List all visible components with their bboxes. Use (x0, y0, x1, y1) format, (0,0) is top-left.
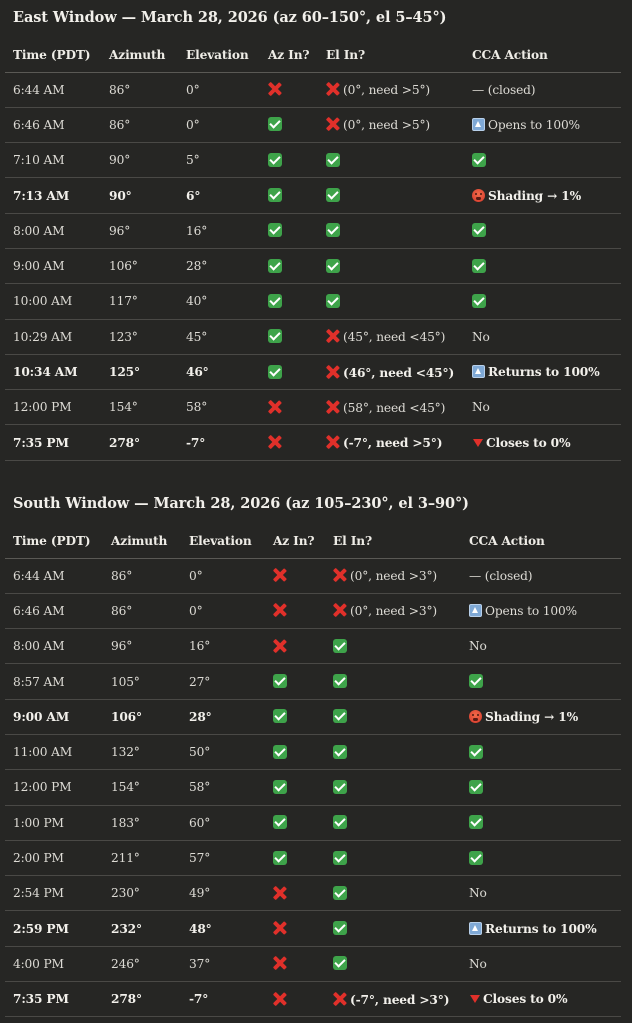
cca-action-text: — (closed) (472, 82, 536, 97)
elevation-cell: 0° (178, 72, 260, 107)
table-row (5, 425, 621, 460)
checkmark-icon (268, 153, 282, 167)
time-cell: 9:00 AM (5, 699, 103, 734)
azimuth-cell: 211° (103, 840, 181, 875)
el-in-cell (318, 213, 464, 248)
table-row (5, 143, 621, 178)
checkmark-icon (273, 674, 287, 688)
header-az-in: Az In? (265, 524, 325, 558)
cca-action-text: No (469, 956, 487, 971)
az-in-cell (260, 143, 318, 178)
table-row (5, 629, 621, 664)
elevation-cell: 28° (178, 248, 260, 283)
el-in-cell (325, 629, 461, 664)
checkmark-icon (469, 780, 483, 794)
cross-mark-icon (273, 603, 287, 617)
checkmark-icon (472, 153, 486, 167)
table-row (5, 911, 621, 946)
table-row (5, 770, 621, 805)
checkmark-icon (326, 294, 340, 308)
elevation-cell: 0° (181, 558, 265, 593)
azimuth-cell: 232° (103, 911, 181, 946)
checkmark-icon (268, 117, 282, 131)
time-cell: 12:00 PM (5, 770, 103, 805)
table-row (5, 840, 621, 875)
table-row (5, 284, 621, 319)
cca-action-cell (464, 354, 621, 389)
header-el-in: El In? (318, 38, 464, 72)
checkmark-icon (472, 259, 486, 273)
checkmark-icon (326, 153, 340, 167)
az-in-cell (265, 664, 325, 699)
table-row (5, 390, 621, 425)
az-in-cell (260, 284, 318, 319)
cca-action-cell (461, 629, 621, 664)
time-cell: 7:13 AM (5, 178, 101, 213)
cca-action-text: Returns to 100% (488, 365, 600, 380)
elevation-cell: -7° (181, 982, 265, 1017)
cross-mark-icon (273, 992, 287, 1006)
table-row (5, 213, 621, 248)
elevation-cell: 27° (181, 664, 265, 699)
cca-action-cell (461, 558, 621, 593)
header-time: Time (PDT) (5, 38, 101, 72)
elevation-cell: 37° (181, 946, 265, 981)
cca-action-cell (464, 284, 621, 319)
cca-action-text: Opens to 100% (488, 117, 580, 132)
elevation-cell: -7° (178, 425, 260, 460)
table-row (5, 699, 621, 734)
cross-mark-icon (333, 603, 347, 617)
azimuth-cell: 106° (101, 248, 178, 283)
table-row (5, 248, 621, 283)
table-row (5, 982, 621, 1017)
el-in-note: (0°, need >3°) (350, 569, 438, 584)
checkmark-icon (273, 709, 287, 723)
cross-mark-icon (268, 400, 282, 414)
cca-action-text: No (469, 639, 487, 654)
azimuth-cell: 278° (103, 982, 181, 1017)
table-row (5, 946, 621, 981)
header-azimuth: Azimuth (103, 524, 181, 558)
time-cell: 7:35 PM (5, 982, 103, 1017)
cca-action-text: No (472, 329, 490, 344)
cca-action-cell (461, 699, 621, 734)
az-in-cell (260, 107, 318, 142)
elevation-cell: 6° (178, 178, 260, 213)
south-window-title: South Window — March 28, 2026 (az 105–230°, el 3–90°) (13, 495, 469, 512)
az-in-cell (260, 425, 318, 460)
checkmark-icon (472, 294, 486, 308)
checkmark-icon (326, 259, 340, 273)
az-in-cell (265, 876, 325, 911)
el-in-cell (318, 72, 464, 107)
header-cca-action: CCA Action (464, 38, 621, 72)
table-row (5, 664, 621, 699)
el-in-note: (0°, need >5°) (343, 118, 431, 133)
time-cell: 6:44 AM (5, 558, 103, 593)
cross-mark-icon (273, 956, 287, 970)
table-row (5, 354, 621, 389)
south-window-table (5, 524, 621, 1017)
az-in-cell (265, 982, 325, 1017)
checkmark-icon (472, 223, 486, 237)
azimuth-cell: 86° (103, 593, 181, 628)
elevation-cell: 0° (178, 107, 260, 142)
cca-action-text: No (469, 886, 487, 901)
cross-mark-icon (333, 568, 347, 582)
azimuth-cell: 154° (103, 770, 181, 805)
el-in-cell (318, 284, 464, 319)
cca-action-cell (464, 178, 621, 213)
cross-mark-icon (326, 365, 340, 379)
cca-action-cell (464, 319, 621, 354)
cross-mark-icon (268, 435, 282, 449)
hot-face-icon (469, 710, 482, 723)
cross-mark-icon (326, 400, 340, 414)
el-in-cell (325, 699, 461, 734)
cca-action-cell (464, 143, 621, 178)
cross-mark-icon (273, 639, 287, 653)
azimuth-cell: 154° (101, 390, 178, 425)
checkmark-icon (268, 329, 282, 343)
time-cell: 8:57 AM (5, 664, 103, 699)
elevation-cell: 5° (178, 143, 260, 178)
el-in-note: (58°, need <45°) (343, 400, 446, 415)
checkmark-icon (333, 709, 347, 723)
table-row (5, 734, 621, 769)
elevation-cell: 0° (181, 593, 265, 628)
time-cell: 8:00 AM (5, 629, 103, 664)
time-cell: 10:00 AM (5, 284, 101, 319)
time-cell: 6:46 AM (5, 107, 101, 142)
cca-action-text: Shading → 1% (488, 188, 582, 203)
cca-action-text: No (472, 400, 490, 415)
cross-mark-icon (268, 82, 282, 96)
up-button-icon (472, 118, 485, 131)
time-cell: 10:29 AM (5, 319, 101, 354)
cca-action-text: Shading → 1% (485, 709, 579, 724)
elevation-cell: 48° (181, 911, 265, 946)
time-cell: 6:44 AM (5, 72, 101, 107)
checkmark-icon (268, 223, 282, 237)
elevation-cell: 58° (178, 390, 260, 425)
cca-action-cell (464, 248, 621, 283)
el-in-note: (0°, need >3°) (350, 604, 438, 619)
checkmark-icon (273, 815, 287, 829)
azimuth-cell: 86° (101, 72, 178, 107)
elevation-cell: 58° (181, 770, 265, 805)
time-cell: 7:35 PM (5, 425, 101, 460)
el-in-cell (325, 734, 461, 769)
cca-action-text: Closes to 0% (486, 435, 571, 450)
checkmark-icon (326, 188, 340, 202)
azimuth-cell: 90° (101, 178, 178, 213)
time-cell: 9:00 AM (5, 248, 101, 283)
cca-action-cell (464, 72, 621, 107)
cross-mark-icon (273, 921, 287, 935)
azimuth-cell: 123° (101, 319, 178, 354)
checkmark-icon (333, 886, 347, 900)
az-in-cell (265, 734, 325, 769)
up-button-icon (469, 604, 482, 617)
table-row (5, 876, 621, 911)
checkmark-icon (333, 639, 347, 653)
az-in-cell (260, 319, 318, 354)
el-in-cell (325, 840, 461, 875)
cca-action-cell (464, 390, 621, 425)
cross-mark-icon (273, 886, 287, 900)
cross-mark-icon (326, 329, 340, 343)
el-in-cell (318, 248, 464, 283)
elevation-cell: 50° (181, 734, 265, 769)
cca-action-cell (461, 664, 621, 699)
cross-mark-icon (326, 435, 340, 449)
table-row (5, 558, 621, 593)
header-cca-action: CCA Action (461, 524, 621, 558)
el-in-cell (318, 425, 464, 460)
azimuth-cell: 96° (101, 213, 178, 248)
hot-face-icon (472, 189, 485, 202)
el-in-cell (325, 876, 461, 911)
azimuth-cell: 86° (103, 558, 181, 593)
el-in-cell (318, 178, 464, 213)
azimuth-cell: 132° (103, 734, 181, 769)
cross-mark-icon (326, 82, 340, 96)
az-in-cell (260, 390, 318, 425)
az-in-cell (265, 770, 325, 805)
time-cell: 6:46 AM (5, 593, 103, 628)
az-in-cell (265, 840, 325, 875)
time-cell: 2:00 PM (5, 840, 103, 875)
checkmark-icon (333, 674, 347, 688)
down-triangle-icon (470, 995, 480, 1003)
cca-action-cell (461, 911, 621, 946)
cca-action-text: Returns to 100% (485, 921, 597, 936)
cca-action-text: Opens to 100% (485, 603, 577, 618)
el-in-note: (45°, need <45°) (343, 330, 446, 345)
header-az-in: Az In? (260, 38, 318, 72)
checkmark-icon (333, 921, 347, 935)
el-in-cell (318, 107, 464, 142)
el-in-cell (318, 319, 464, 354)
cross-mark-icon (273, 568, 287, 582)
cca-action-text: — (closed) (469, 568, 533, 583)
el-in-cell (325, 593, 461, 628)
az-in-cell (265, 699, 325, 734)
azimuth-cell: 117° (101, 284, 178, 319)
checkmark-icon (268, 188, 282, 202)
east-window-table (5, 38, 621, 461)
el-in-cell (325, 805, 461, 840)
time-cell: 2:54 PM (5, 876, 103, 911)
table-row (5, 319, 621, 354)
el-in-cell (325, 558, 461, 593)
east-window-title: East Window — March 28, 2026 (az 60–150°, el 5–45°) (13, 9, 447, 26)
checkmark-icon (273, 780, 287, 794)
elevation-cell: 28° (181, 699, 265, 734)
elevation-cell: 49° (181, 876, 265, 911)
checkmark-icon (469, 745, 483, 759)
table-row (5, 805, 621, 840)
table-row (5, 72, 621, 107)
el-in-note: (-7°, need >3°) (350, 992, 450, 1007)
cross-mark-icon (333, 992, 347, 1006)
az-in-cell (265, 558, 325, 593)
checkmark-icon (469, 815, 483, 829)
el-in-cell (325, 982, 461, 1017)
cca-action-cell (461, 840, 621, 875)
checkmark-icon (333, 780, 347, 794)
el-in-cell (318, 354, 464, 389)
el-in-cell (325, 911, 461, 946)
time-cell: 7:10 AM (5, 143, 101, 178)
checkmark-icon (273, 851, 287, 865)
header-el-in: El In? (325, 524, 461, 558)
time-cell: 11:00 AM (5, 734, 103, 769)
elevation-cell: 57° (181, 840, 265, 875)
checkmark-icon (268, 365, 282, 379)
elevation-cell: 16° (178, 213, 260, 248)
azimuth-cell: 90° (101, 143, 178, 178)
azimuth-cell: 105° (103, 664, 181, 699)
table-header-row (5, 524, 621, 558)
elevation-cell: 46° (178, 354, 260, 389)
checkmark-icon (326, 223, 340, 237)
az-in-cell (260, 178, 318, 213)
header-elevation: Elevation (178, 38, 260, 72)
cross-mark-icon (326, 117, 340, 131)
azimuth-cell: 86° (101, 107, 178, 142)
az-in-cell (265, 805, 325, 840)
azimuth-cell: 230° (103, 876, 181, 911)
elevation-cell: 45° (178, 319, 260, 354)
cca-action-cell (461, 805, 621, 840)
az-in-cell (260, 213, 318, 248)
header-elevation: Elevation (181, 524, 265, 558)
elevation-cell: 16° (181, 629, 265, 664)
checkmark-icon (333, 851, 347, 865)
header-azimuth: Azimuth (101, 38, 178, 72)
cca-action-cell (464, 107, 621, 142)
time-cell: 8:00 AM (5, 213, 101, 248)
el-in-cell (318, 390, 464, 425)
checkmark-icon (333, 815, 347, 829)
header-time: Time (PDT) (5, 524, 103, 558)
cca-action-cell (461, 734, 621, 769)
cca-action-cell (464, 425, 621, 460)
az-in-cell (260, 72, 318, 107)
elevation-cell: 60° (181, 805, 265, 840)
azimuth-cell: 125° (101, 354, 178, 389)
az-in-cell (260, 354, 318, 389)
up-button-icon (472, 365, 485, 378)
time-cell: 4:00 PM (5, 946, 103, 981)
az-in-cell (265, 911, 325, 946)
checkmark-icon (469, 674, 483, 688)
el-in-cell (318, 143, 464, 178)
down-triangle-icon (473, 439, 483, 447)
cca-action-cell (461, 876, 621, 911)
cca-action-cell (461, 946, 621, 981)
table-row (5, 593, 621, 628)
cca-action-cell (461, 982, 621, 1017)
azimuth-cell: 278° (101, 425, 178, 460)
checkmark-icon (268, 294, 282, 308)
time-cell: 10:34 AM (5, 354, 101, 389)
az-in-cell (265, 946, 325, 981)
time-cell: 12:00 PM (5, 390, 101, 425)
elevation-cell: 40° (178, 284, 260, 319)
cca-action-cell (461, 770, 621, 805)
azimuth-cell: 246° (103, 946, 181, 981)
checkmark-icon (273, 745, 287, 759)
az-in-cell (265, 629, 325, 664)
checkmark-icon (268, 259, 282, 273)
azimuth-cell: 106° (103, 699, 181, 734)
cca-action-text: Closes to 0% (483, 992, 568, 1007)
up-button-icon (469, 922, 482, 935)
azimuth-cell: 96° (103, 629, 181, 664)
checkmark-icon (469, 851, 483, 865)
az-in-cell (265, 593, 325, 628)
az-in-cell (260, 248, 318, 283)
el-in-cell (325, 770, 461, 805)
el-in-note: (-7°, need >5°) (343, 436, 443, 451)
checkmark-icon (333, 745, 347, 759)
time-cell: 1:00 PM (5, 805, 103, 840)
el-in-note: (46°, need <45°) (343, 365, 455, 380)
table-header-row (5, 38, 621, 72)
table-row (5, 107, 621, 142)
cca-action-cell (461, 593, 621, 628)
cca-action-cell (464, 213, 621, 248)
checkmark-icon (333, 956, 347, 970)
el-in-note: (0°, need >5°) (343, 83, 431, 98)
table-row (5, 178, 621, 213)
el-in-cell (325, 946, 461, 981)
time-cell: 2:59 PM (5, 911, 103, 946)
azimuth-cell: 183° (103, 805, 181, 840)
el-in-cell (325, 664, 461, 699)
